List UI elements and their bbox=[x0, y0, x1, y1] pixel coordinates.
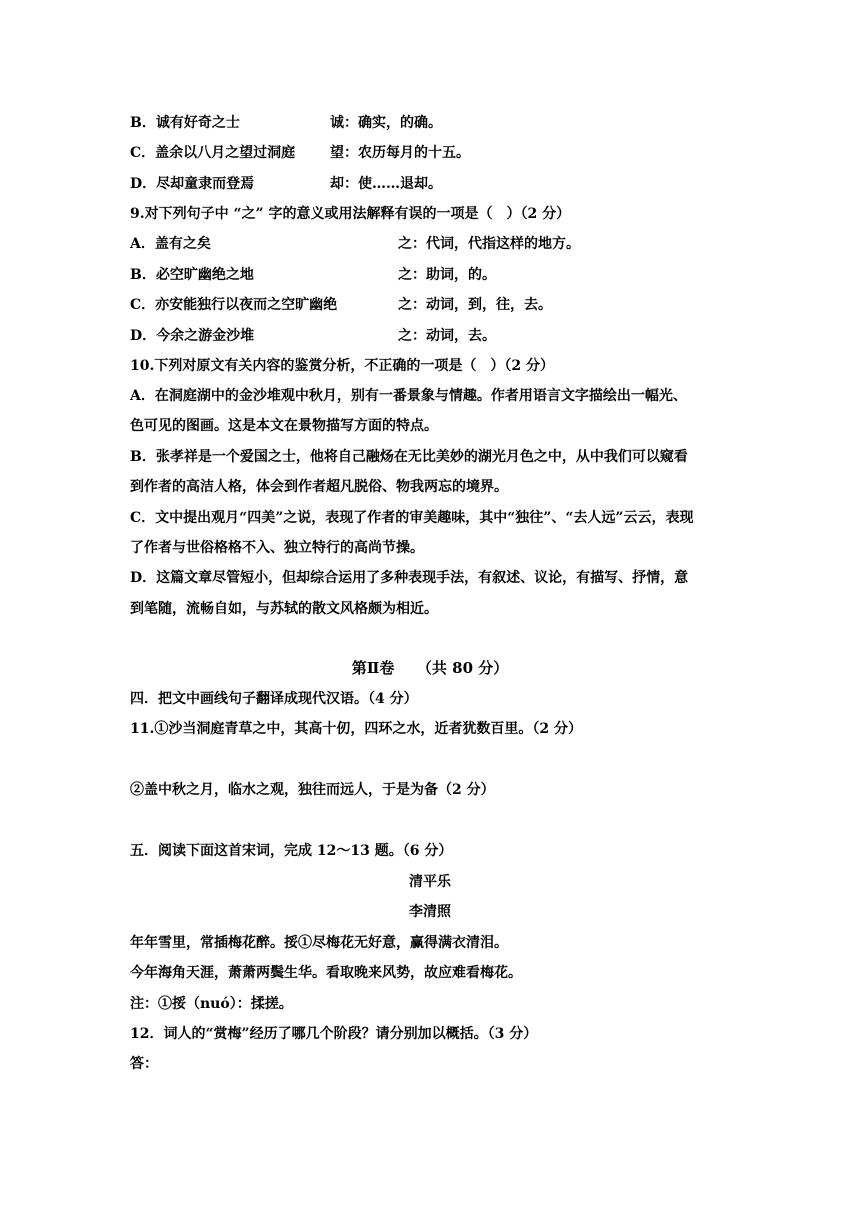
q8-option-d-explanation: 却：使……退却。 bbox=[330, 176, 442, 192]
q12-stem: 12．词人的“赏梅”经历了哪几个阶段？请分别加以概括。（3 分） bbox=[130, 1026, 538, 1042]
q8-option-c-explanation: 望：农历每月的十五。 bbox=[330, 145, 470, 161]
q10-line: 到作者的高洁人格，体会到作者超凡脱俗、物我两忘的境界。 bbox=[130, 479, 508, 495]
q10-line: 色可见的图画。这是本文在景物描写方面的特点。 bbox=[130, 418, 438, 434]
q9-option-d-explanation: 之：动词，去。 bbox=[398, 328, 496, 344]
q9-option-d-text: D．今余之游金沙堆 bbox=[130, 328, 255, 344]
poem-author: 李清照 bbox=[409, 904, 451, 920]
poem-title: 清平乐 bbox=[409, 874, 451, 890]
q9-option-a bbox=[130, 234, 580, 254]
q9-option-b-text: B．必空旷幽绝之地 bbox=[130, 267, 254, 283]
part5-heading: 五．阅读下面这首宋词，完成 12～13 题。（6 分） bbox=[130, 843, 453, 859]
q10-line: A．在洞庭湖中的金沙堆观中秋月，别有一番景象与情趣。作者用语言文字描绘出一幅光、 bbox=[130, 388, 687, 404]
q10-line: C．文中提出观月“四美”之说，表现了作者的审美趣味，其中“独往”、“去人远”云云，表现 bbox=[130, 510, 694, 526]
part4-heading: 四．把文中画线句子翻译成现代汉语。（4 分） bbox=[130, 691, 418, 707]
poem-note: 注：①挼（nuó）：揉搓。 bbox=[130, 996, 293, 1012]
q10-line: B．张孝祥是一个爱国之士，他将自己融炀在无比美妙的湖光月色之中，从中我们可以窥看 bbox=[130, 449, 688, 465]
section2-title: 第Ⅱ卷 （共 80 分） bbox=[351, 659, 509, 677]
q8-option-d-text: D．尽却童隶而登焉 bbox=[130, 176, 255, 192]
poem-line-2: 今年海角天涯，萧萧两鬓生华。看取晚来风势，故应难看梅花。 bbox=[130, 965, 522, 981]
q11-item1: 11.①沙当洞庭青草之中，其高十仞，四环之水，近者犹数百里。（2 分） bbox=[130, 721, 582, 737]
q9-option-c-text: C．亦安能独行以夜而之空旷幽绝 bbox=[130, 297, 338, 313]
q9-option-b bbox=[130, 265, 496, 285]
q9-option-a-text: A．盖有之矣 bbox=[130, 236, 211, 252]
q8-option-d bbox=[130, 174, 442, 194]
q9-option-c bbox=[130, 295, 552, 315]
q9-option-b-explanation: 之：助词，的。 bbox=[398, 267, 496, 283]
q10-line: D．这篇文章尽管短小，但却综合运用了多种表现手法，有叙述、议论，有描写、抒情，意 bbox=[130, 570, 689, 586]
q10-line: 到笔随，流畅自如，与苏轼的散文风格颇为相近。 bbox=[130, 601, 438, 617]
q9-option-a-explanation: 之：代词，代指这样的地方。 bbox=[398, 236, 580, 252]
q10-stem: 10.下列对原文有关内容的鉴赏分析，不正确的一项是（ ）（2 分） bbox=[130, 358, 554, 374]
q9-stem: 9.对下列句子中 “之” 字的意义或用法解释有误的一项是（ ）（2 分） bbox=[130, 206, 571, 222]
q11-item2: ②盖中秋之月，临水之观，独往而远人，于是为备（2 分） bbox=[130, 782, 495, 798]
answer-label: 答： bbox=[130, 1056, 158, 1072]
q8-option-c bbox=[130, 143, 470, 163]
q8-option-b bbox=[130, 113, 442, 133]
q8-option-c-text: C．盖余以八月之望过洞庭 bbox=[130, 145, 296, 161]
q10-line: 了作者与世俗格格不入、独立特行的高尚节操。 bbox=[130, 540, 424, 556]
poem-line-1: 年年雪里，常插梅花醉。挼①尽梅花无好意，赢得满衣清泪。 bbox=[130, 935, 508, 951]
q9-option-c-explanation: 之：动词，到，往，去。 bbox=[398, 297, 552, 313]
q8-option-b-explanation: 诚：确实，的确。 bbox=[330, 115, 442, 131]
q8-option-b-text: B．诚有好奇之士 bbox=[130, 115, 240, 131]
q9-option-d bbox=[130, 326, 496, 346]
